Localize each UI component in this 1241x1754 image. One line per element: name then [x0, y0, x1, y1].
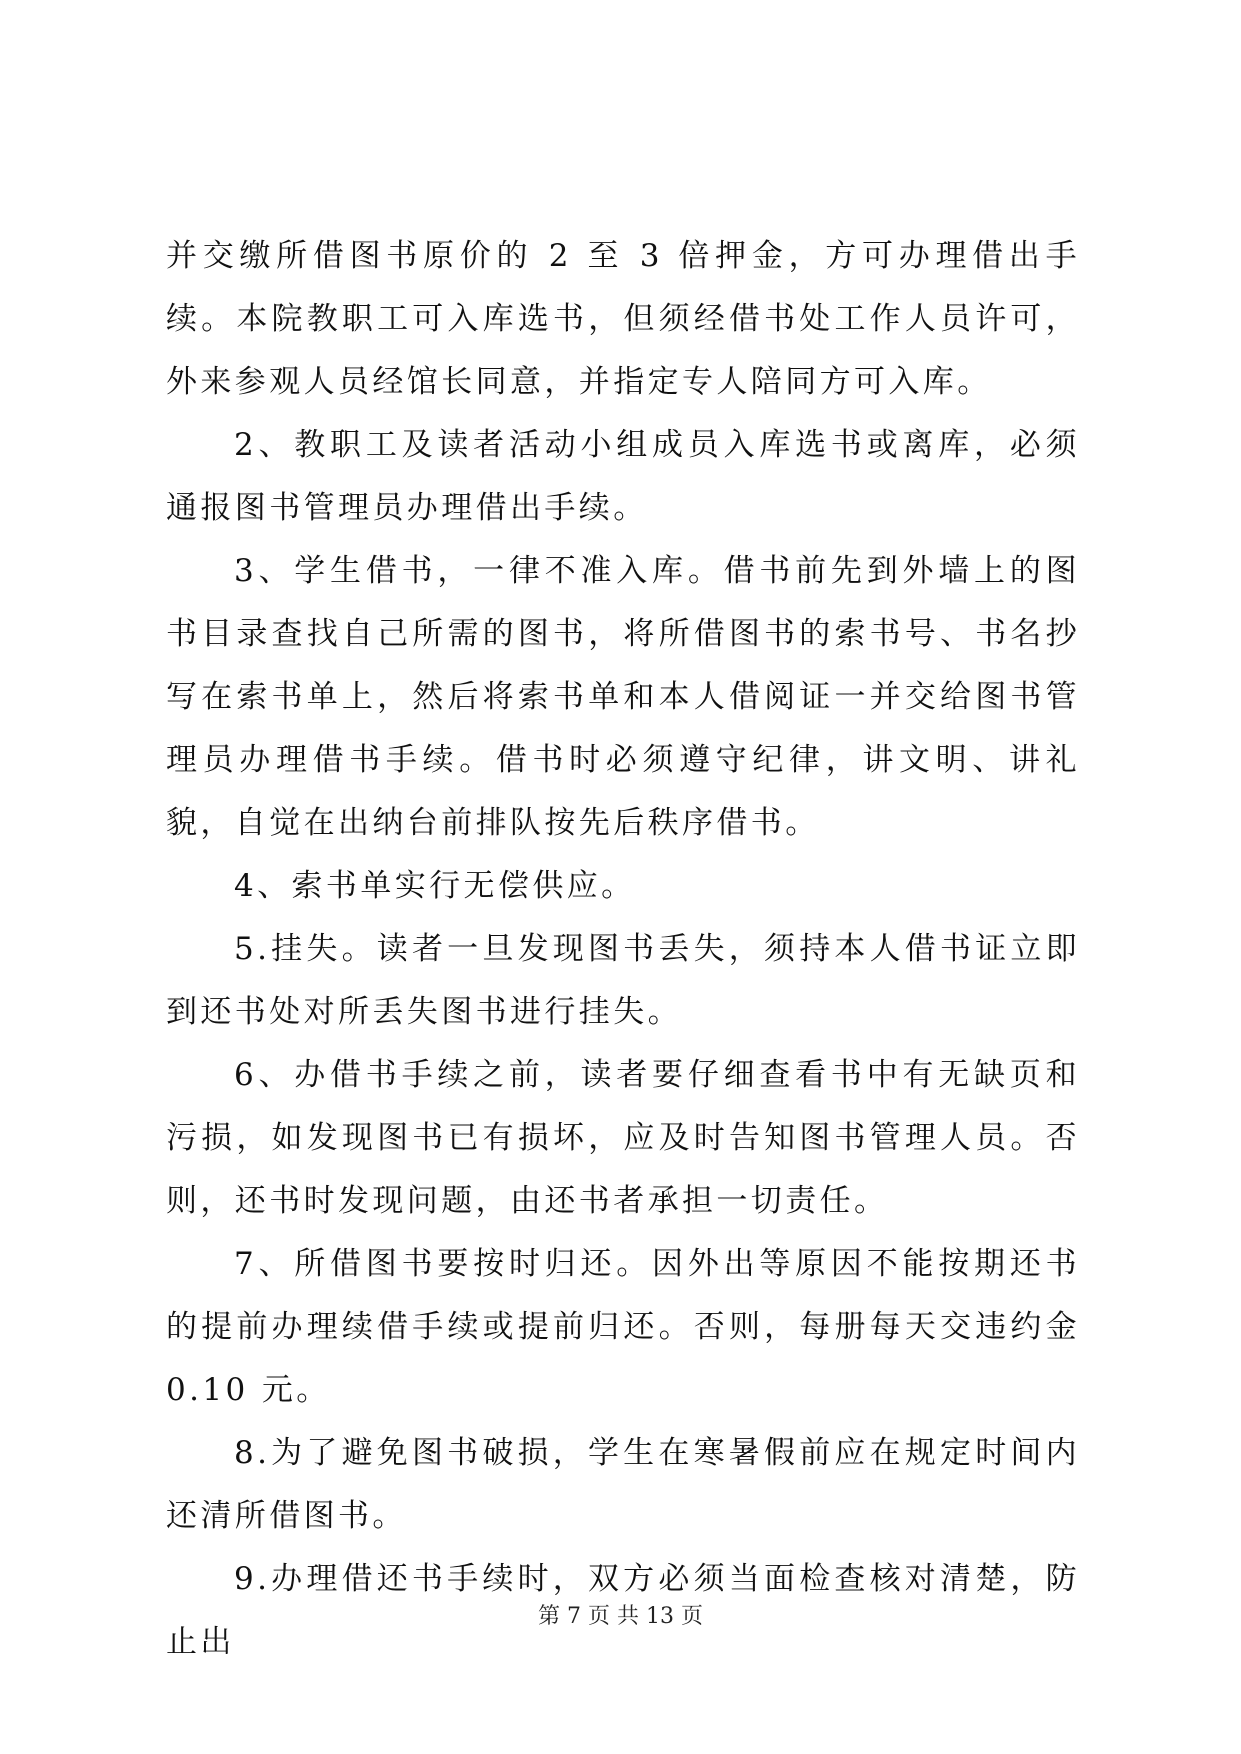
paragraph: 4、索书单实行无偿供应。 [234, 868, 636, 904]
paragraph: 并交缴所借图书原价的 2 至 3 倍押金，方可办理借出手续。本院教职工可入库选书，但须经借书处工作人员许可，外来参观人员经馆长同意，并指定专人陪同方可入库。 [166, 238, 1080, 400]
paragraph: 9.办理借还书手续时，双方必须当面检查核对清楚，防止出 [166, 1561, 1080, 1660]
paragraph: 3、学生借书，一律不准入库。借书前先到外墙上的图书目录查找自己所需的图书，将所借图书的索书号、书名抄写在索书单上，然后将索书单和本人借阅证一并交给图书管理员办理借书手续。借书时必须遵守纪律，讲文明、讲礼貌，自觉在出纳台前排队按先后秩序借书。 [166, 553, 1080, 841]
paragraph: 8.为了避免图书破损，学生在寒暑假前应在规定时间内还清所借图书。 [166, 1435, 1080, 1534]
paragraph: 6、办借书手续之前，读者要仔细查看书中有无缺页和污损，如发现图书已有损坏，应及时告知图书管理人员。否则，还书时发现问题，由还书者承担一切责任。 [166, 1057, 1080, 1219]
page-footer [0, 1602, 1241, 1632]
paragraph: 2、教职工及读者活动小组成员入库选书或离库，必须通报图书管理员办理借出手续。 [166, 427, 1080, 526]
page-number-label: 第 7 页 共 13 页 [538, 1604, 703, 1629]
paragraph: 7、所借图书要按时归还。因外出等原因不能按期还书的提前办理续借手续或提前归还。否则，每册每天交违约金 0.10 元。 [166, 1246, 1080, 1408]
paragraph: 5.挂失。读者一旦发现图书丢失，须持本人借书证立即到还书处对所丢失图书进行挂失。 [166, 931, 1080, 1030]
document-body [166, 225, 1080, 1674]
